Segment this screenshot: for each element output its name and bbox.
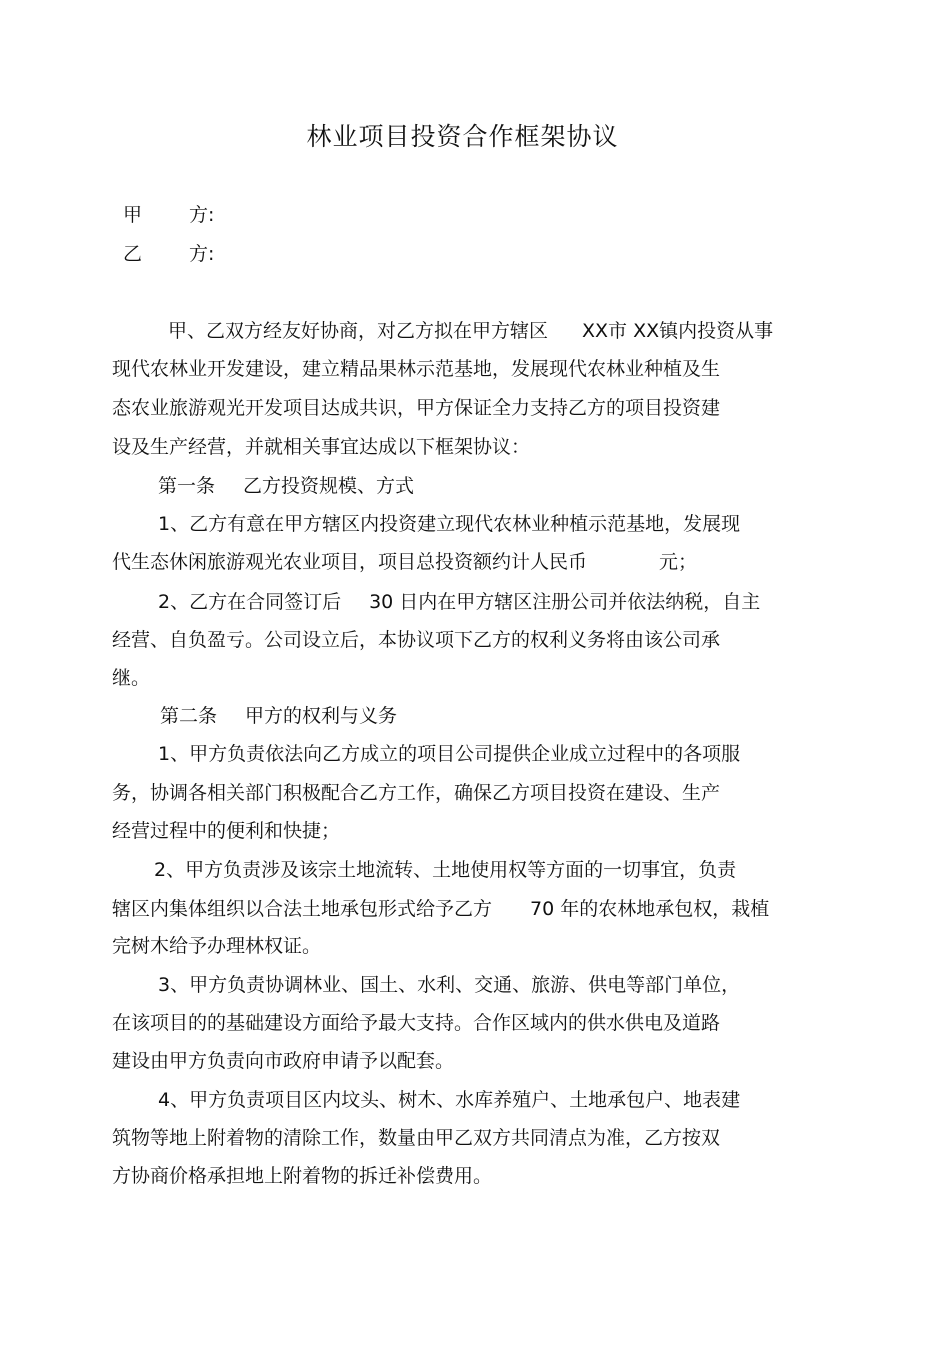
preamble-line-1 xyxy=(168,318,773,344)
article-2-item-1-line-1: 1、甲方负责依法向乙方成立的项目公司提供企业成立过程中的各项服 xyxy=(158,743,741,765)
preamble-line-3: 态农业旅游观光开发项目达成共识，甲方保证全力支持乙方的项目投资建 xyxy=(112,397,721,419)
party-b-line xyxy=(123,241,214,267)
article-2-heading xyxy=(160,703,397,729)
article-1-item-2-line-2: 经营、自负盈亏。公司设立后，本协议项下乙方的权利义务将由该公司承 xyxy=(112,629,721,651)
article-1-item-1-line-2 xyxy=(112,549,697,575)
preamble-line-1-a: 甲、乙双方经友好协商，对乙方拟在甲方辖区 xyxy=(168,320,549,342)
preamble-line-2: 现代农林业开发建设，建立精品果林示范基地，发展现代农林业种植及生 xyxy=(112,358,721,380)
article-2-item-2-line-2 xyxy=(112,896,769,922)
article-1-number: 第一条 xyxy=(158,475,216,497)
article-2-item-2-line-3: 完树木给予办理林权证。 xyxy=(112,935,322,957)
party-a-label: 甲 xyxy=(123,204,143,226)
article-2-item-3-line-3: 建设由甲方负责向市政府申请予以配套。 xyxy=(112,1050,455,1072)
article-2-item-4-line-1: 4、甲方负责项目区内坟头、树木、水库养殖户、土地承包户、地表建 xyxy=(158,1089,741,1111)
article-1-item-1-line-2-b: 元； xyxy=(659,551,698,573)
article-2-number: 第二条 xyxy=(160,705,218,727)
article-2-title: 甲方的权利与义务 xyxy=(245,705,398,727)
article-2-item-3-line-1: 3、甲方负责协调林业、国土、水利、交通、旅游、供电等部门单位， xyxy=(158,974,741,996)
article-2-item-4-line-3: 方协商价格承担地上附着物的拆迁补偿费用。 xyxy=(112,1165,493,1187)
party-b-suffix: 方: xyxy=(189,243,215,265)
preamble-line-4: 设及生产经营，并就相关事宜达成以下框架协议： xyxy=(112,436,531,458)
article-2-item-2-line-2-a: 辖区内集体组织以合法土地承包形式给予乙方 xyxy=(112,898,493,920)
article-2-item-4-line-2: 筑物等地上附着物的清除工作，数量由甲乙双方共同清点为准，乙方按双 xyxy=(112,1127,721,1149)
article-1-item-2-line-1-a: 2、乙方在合同签订后 xyxy=(158,591,342,613)
article-2-item-1-line-2: 务，协调各相关部门积极配合乙方工作，确保乙方项目投资在建设、生产 xyxy=(112,782,721,804)
article-1-item-2-line-3: 继。 xyxy=(112,667,151,689)
article-1-heading xyxy=(158,473,414,499)
article-2-item-3-line-2: 在该项目的的基础建设方面给予最大支持。合作区域内的供水供电及道路 xyxy=(112,1012,721,1034)
article-1-item-2-line-1-b: 30 日内在甲方辖区注册公司并依法纳税，自主 xyxy=(369,591,761,613)
preamble-line-1-b: XX市 XX镇内投资从事 xyxy=(582,320,774,342)
article-1-title: 乙方投资规模、方式 xyxy=(243,475,415,497)
article-2-item-2-line-1: 2、甲方负责涉及该宗土地流转、土地使用权等方面的一切事宜，负责 xyxy=(154,859,737,881)
article-2-item-1-line-3: 经营过程中的便利和快捷； xyxy=(112,820,341,842)
party-a-line xyxy=(123,202,214,228)
document-title: 林业项目投资合作框架协议 xyxy=(306,122,619,151)
article-1-item-1-line-2-a: 代生态休闲旅游观光农业项目，项目总投资额约计人民币 xyxy=(112,551,588,573)
article-2-item-2-line-2-b: 70 年的农林地承包权，栽植 xyxy=(530,898,770,920)
party-a-suffix: 方: xyxy=(189,204,215,226)
article-1-item-2-line-1 xyxy=(158,589,760,615)
article-1-item-1-line-1: 1、乙方有意在甲方辖区内投资建立现代农林业种植示范基地，发展现 xyxy=(158,513,741,535)
party-b-label: 乙 xyxy=(123,243,143,265)
